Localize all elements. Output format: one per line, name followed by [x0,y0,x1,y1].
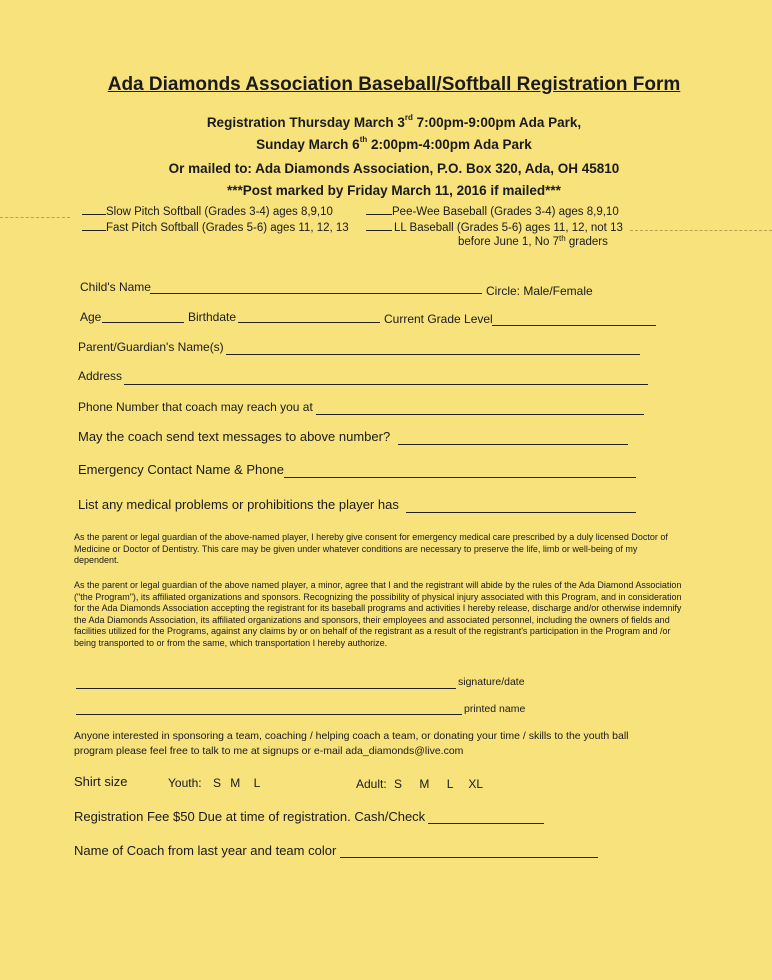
checkbox-blank[interactable] [82,204,106,215]
emergency-label: Emergency Contact Name & Phone [78,462,284,477]
child-name-field[interactable] [150,293,482,294]
medical-consent-paragraph: As the parent or legal guardian of the above-named player, I hereby give consent for emergency medical care prescribed by a duly licensed Doctor of Medicine or Doctor of Dentistry. This care may be given under whatever conditions are necessary to preserve the life, limb or well-being of my dependent. [74,532,668,565]
registration-sunday: Sunday March 6th 2:00pm-4:00pm Ada Park [256,135,532,152]
release-waiver-paragraph: As the parent or legal guardian of the above named player, a minor, agree that I and the registrant will abide by the rules of the Ada Diamond Association ("the Program"), its affiliated organizations and sponsors. Recognizing the possibility of physical injury associated with this Program, and in consideration for the Ada Diamonds Association accepting the registrant for its baseball programs and activities I hereby release, discharge and/or otherwise indemnify the Ada Diamonds Association, its affiliated organizations and sponsors, their employees and associated personnel, including the owners of fields and facilities utilized for the Programs, against any claims by or on behalf of the registrant as a result of the registrant's participation in the Program and /or being transported to or from the same, which transportation I hereby authorize. [74,580,682,648]
checkbox-blank[interactable] [82,220,106,231]
coach-field[interactable] [340,857,598,858]
ll-note: before June 1, No 7th graders [458,234,608,248]
phone-label: Phone Number that coach may reach you at [78,400,313,414]
medical-label: List any medical problems or prohibitions the player has [78,497,399,512]
guardian-field[interactable] [226,354,640,355]
birthdate-label: Birthdate [188,310,237,324]
text-msgs-label: May the coach send text messages to above number? [78,429,391,444]
youth-size-s[interactable]: S [212,776,221,790]
child-name-label: Child's Name [80,280,151,294]
medical-field[interactable] [406,512,636,513]
youth-size-l[interactable]: L [253,776,261,790]
youth-size-m[interactable]: M [230,776,241,790]
option-ll-baseball[interactable]: LL Baseball (Grades 5-6) ages 11, 12, not 13 [366,220,623,234]
age-label: Age [80,310,102,324]
option-slow-pitch[interactable]: Slow Pitch Softball (Grades 3-4) ages 8,9,10 [82,204,333,218]
checkbox-blank[interactable] [366,220,392,231]
grade-field[interactable] [492,325,656,326]
adult-size-m[interactable]: M [419,777,430,791]
registration-thursday: Registration Thursday March 3rd 7:00pm-9:00pm Ada Park, [206,113,582,130]
adult-size-xl[interactable]: XL [468,777,483,791]
address-label: Address [78,369,123,383]
option-pee-wee[interactable]: Pee-Wee Baseball (Grades 3-4) ages 8,9,10 [366,204,619,218]
birthdate-field[interactable] [238,322,380,323]
age-field[interactable] [102,322,184,323]
printed-name-label: printed name [464,703,526,715]
scan-artifact-right [630,230,772,231]
postmark-deadline: ***Post marked by Friday March 11, 2016 if mailed*** [227,183,561,198]
mail-address: Or mailed to: Ada Diamonds Association, P.O. Box 320, Ada, OH 45810 [168,161,620,176]
coach-label: Name of Coach from last year and team color [74,843,337,858]
checkbox-blank[interactable] [366,204,392,215]
adult-sizes: Adult: S M L XL [356,777,483,791]
youth-sizes: Youth: S M L [168,776,261,790]
phone-field[interactable] [316,414,644,415]
payment-method-field[interactable] [428,823,544,824]
adult-size-l[interactable]: L [446,777,453,791]
address-field[interactable] [124,384,648,385]
form-title: Ada Diamonds Association Baseball/Softball Registration Form [107,74,681,95]
signature-field[interactable] [76,688,456,689]
signature-date-label: signature/date [458,676,525,688]
emergency-field[interactable] [284,477,636,478]
registration-fee-label: Registration Fee $50 Due at time of registration. Cash/Check [74,809,426,824]
sponsor-line-1: Anyone interested in sponsoring a team, coaching / helping coach a team, or donating your time / skills to the youth ball [74,730,629,742]
guardian-label: Parent/Guardian's Name(s) [78,340,224,354]
text-msgs-field[interactable] [398,444,628,445]
shirt-size-label: Shirt size [74,774,128,789]
gender-circle[interactable]: Circle: Male/Female [486,284,593,298]
grade-label: Current Grade Level [384,312,493,326]
adult-size-s[interactable]: S [394,777,403,791]
sponsor-line-2: program please feel free to talk to me at signups or e-mail ada_diamonds@live.com [74,745,464,757]
printed-name-field[interactable] [76,714,462,715]
scan-artifact-left [0,217,70,218]
option-fast-pitch[interactable]: Fast Pitch Softball (Grades 5-6) ages 11, 12, 13 [82,220,349,234]
